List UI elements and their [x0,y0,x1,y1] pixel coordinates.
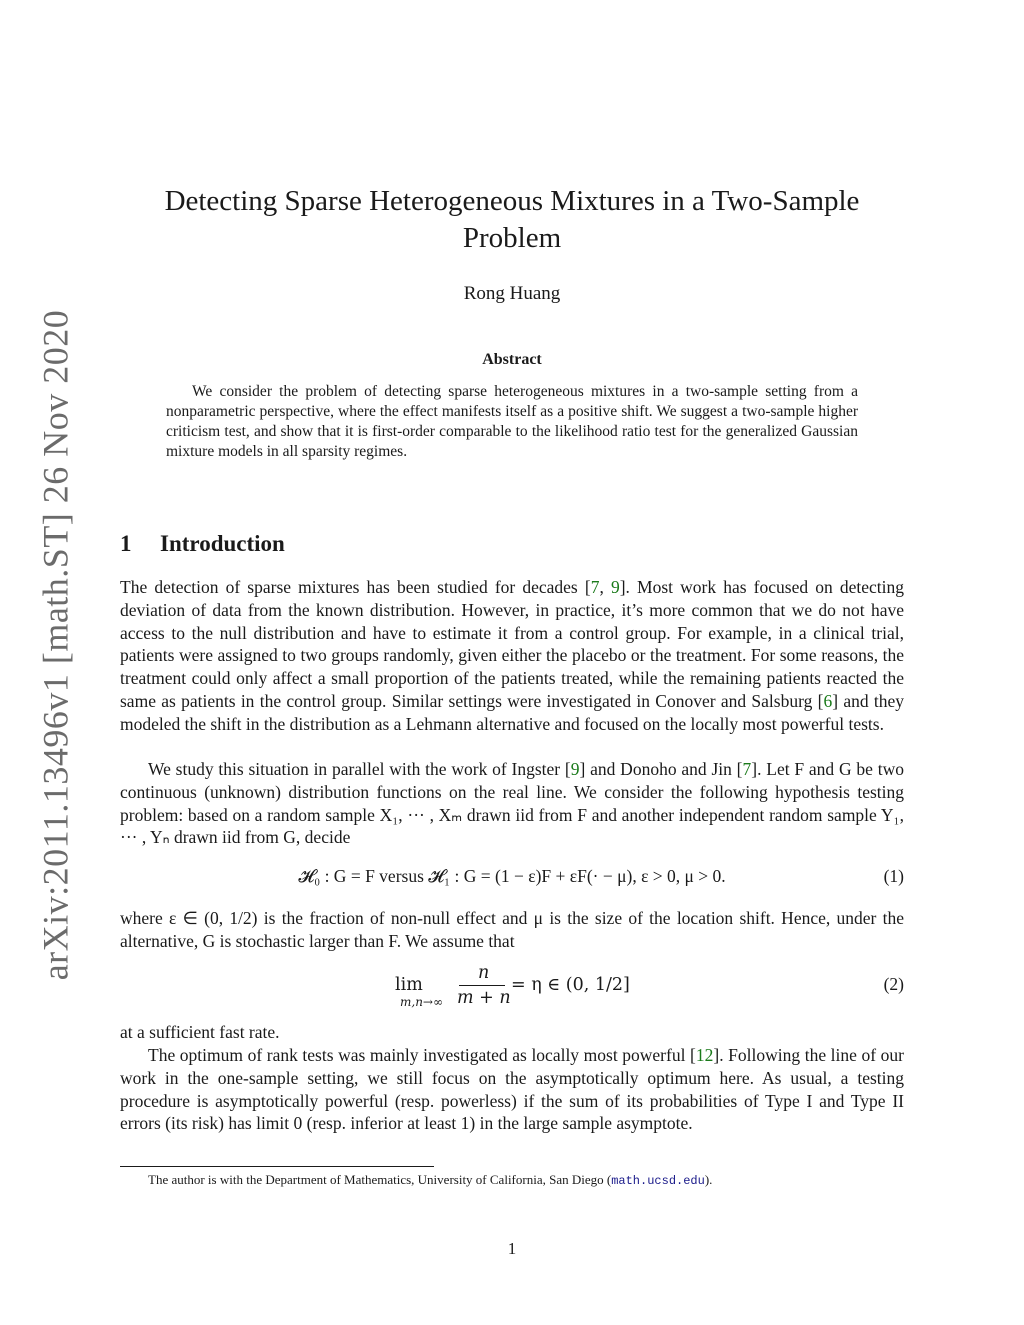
citation-link[interactable]: 7 [590,577,600,597]
equation-2-rhs: = η ∈ (0, 1/2] [511,975,630,995]
section-title: Introduction [160,531,285,556]
paragraph-2: We study this situation in parallel with the work of Ingster [9] and Donoho and Jin [7]. Let F and G be two continuous (unknown) distribution functions on the real line. We consider the following hypothesis testing problem: based on a random sample X₁, ··· , Xₘ drawn iid from F and another independent random sample Y₁, ··· , Yₙ drawn iid from G, decide [120,759,904,848]
paragraph-3: where ε ∈ (0, 1/2) is the fraction of non-null effect and μ is the size of the location shift. Hence, under the alternative, G is stochastic larger than F. We assume that [120,908,904,951]
footnote-url-link[interactable]: math.ucsd.edu [611,1174,705,1188]
paragraph-1: The detection of sparse mixtures has been studied for decades [7, 9]. Most work has focused on detecting deviation of data from the known distribution. However, in practice, it’s more common that we do not have access to the null distribution and have to estimate it from a control group. For example, in a clinical trial, patients were assigned to two groups randomly, given either the placebo or the treatment. For some reasons, the treatment could only affect a small proportion of the patients treated, while the remaining patients reacted the same as patients in the control group. Similar settings were investigated in Conover and Salsburg [6] and they modeled the shift in the distribution as a Lehmann alternative and focused on the locally most powerful tests. [120,577,904,734]
citation-link[interactable]: 9 [570,759,580,779]
arxiv-id: arXiv:2011.13496v1 [math.ST] 26 Nov 2020 [35,309,76,981]
citation-link[interactable]: 9 [610,577,620,597]
equation-1-number: (1) [883,866,904,886]
paragraph-5: The optimum of rank tests was mainly investigated as locally most powerful [12]. Following the line of our work in the one-sample setting, we still focus on the asymptotically optimum here. As usual, a testing procedure is asymptotically powerful (resp. powerless) if the sum of its probabilities of Type I and Type II errors (its risk) has limit 0 (resp. inferior at least 1) in the large sample asymptote. [120,1045,905,1134]
paper-title: Detecting Sparse Heterogeneous Mixtures in a Two-Sample Problem [164,185,860,254]
equation-2-sub: m,n→∞ [400,995,443,1009]
equation-2-number: (2) [883,974,904,994]
section-heading [120,531,285,557]
citation-link[interactable]: 7 [742,759,752,779]
citation-link[interactable]: 12 [695,1045,714,1065]
footnote: The author is with the Department of Mathematics, University of California, San Diego (math.ucsd.edu). [148,1172,713,1188]
citation-link[interactable]: 6 [823,690,833,711]
equation-2-numerator: n [478,963,490,983]
equation-1-content: 𝓗₀ : G = F versus 𝓗₁ : G = (1 − ε)F + εF(· − μ), ε > 0, μ > 0. [298,866,726,886]
abstract-heading: Abstract [482,351,542,368]
page-number: 1 [507,1239,517,1258]
section-number: 1 [120,531,132,556]
equation-2-denominator: m + n [457,988,511,1008]
equation-2-number-row [120,974,904,1014]
equation-1 [120,866,904,906]
footnote-rule [120,1166,434,1167]
abstract-text: We consider the problem of detecting sparse heterogeneous mixtures in a two-sample setting from a nonparametric perspective, where the effect manifests itself as a positive shift. We suggest a two-sample higher criticism test, and show that it is first-order comparable to the likelihood ratio test for the generalized Gaussian mixture models in all sparsity regimes. [166,383,858,460]
paragraph-4: at a sufficient fast rate. [120,1022,280,1042]
arxiv-stamp [30,309,80,981]
equation-2-lim: lim [395,975,423,995]
author-name: Rong Huang [463,283,561,304]
